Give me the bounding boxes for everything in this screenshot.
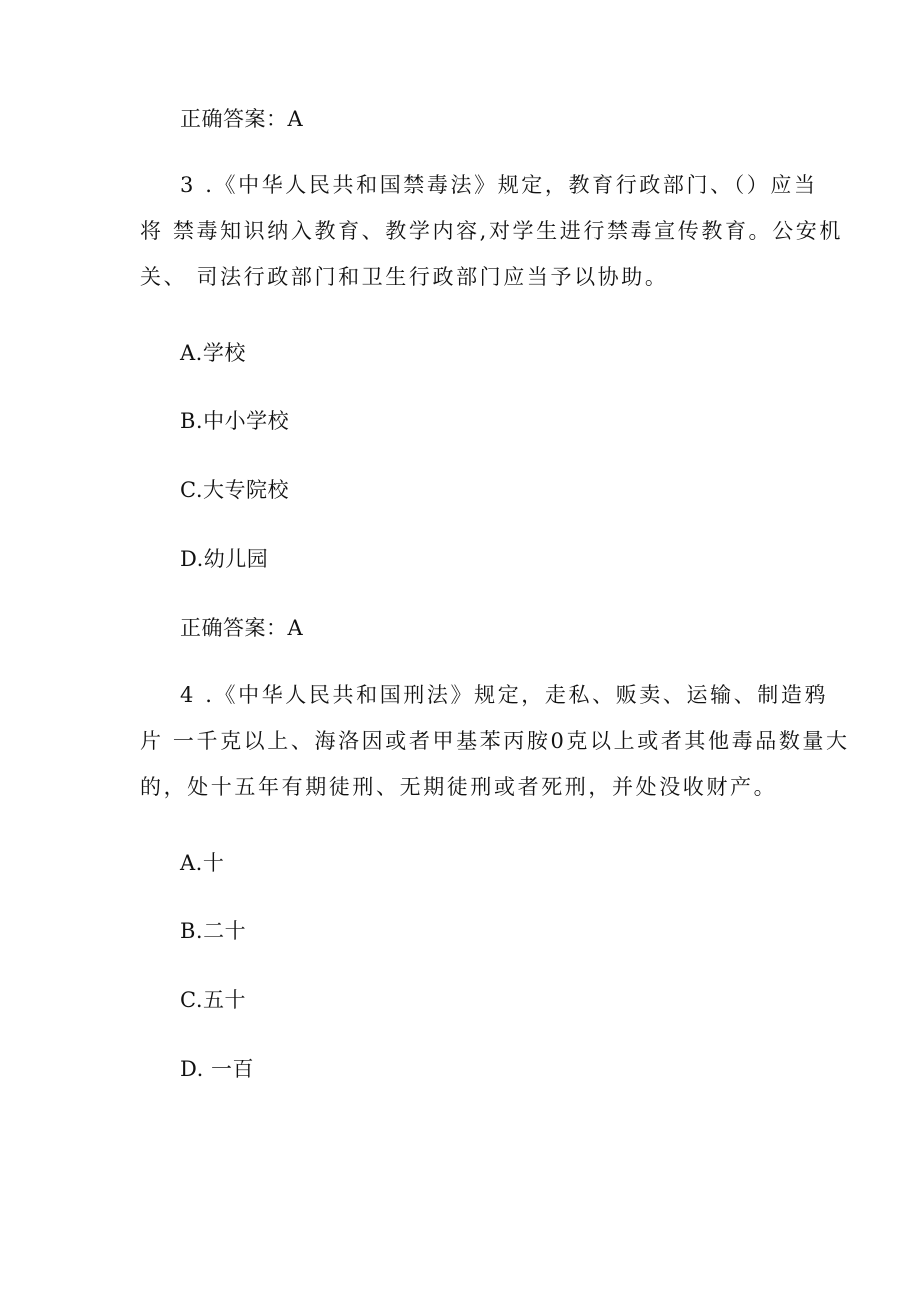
question-text-line: 将 禁毒知识纳入教育、教学内容,对学生进行禁毒宣传教育。公安机 (140, 219, 843, 243)
option-c: C.五十 (180, 988, 246, 1012)
answer-line: 正确答案：A (180, 616, 304, 640)
option-d: D.幼儿园 (180, 547, 269, 571)
option-a: A.学校 (180, 341, 246, 365)
option-d: D. 一百 (180, 1057, 254, 1081)
question-text-line: 的，处十五年有期徒刑、无期徒刑或者死刑，并处没收财产。 (140, 775, 778, 799)
question-text-line: 4 .《中华人民共和国刑法》规定，走私、贩卖、运输、制造鸦 (180, 683, 829, 707)
option-b: B.中小学校 (180, 409, 290, 433)
question-text-line: 片 一千克以上、海洛因或者甲基苯丙胺0克以上或者其他毒品数量大 (140, 729, 850, 753)
answer-line: 正确答案：A (180, 107, 304, 131)
option-b: B.二十 (180, 919, 247, 943)
option-c: C.大专院校 (180, 478, 289, 502)
question-text-line: 3 .《中华人民共和国禁毒法》规定，教育行政部门、（）应当 (180, 173, 818, 197)
option-a: A.十 (180, 851, 225, 875)
question-text-line: 关、 司法行政部门和卫生行政部门应当予以协助。 (140, 265, 669, 289)
